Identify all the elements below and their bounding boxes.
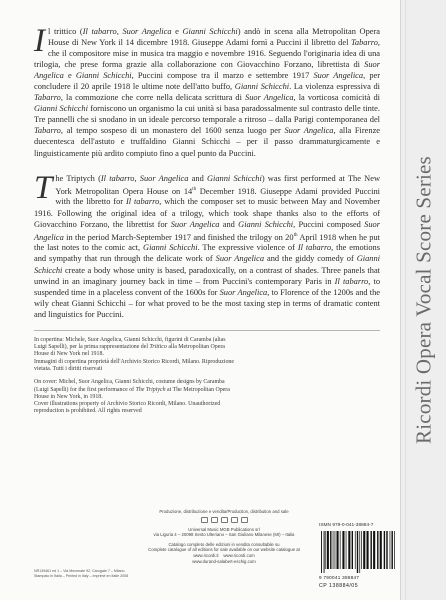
credits-english [34, 379, 239, 415]
footer-area [34, 509, 380, 591]
title-run: Suor Angelica [170, 219, 220, 229]
text-run: at The Metropolitan Opera House in New York, in 1918. [34, 386, 230, 400]
text-run: . La violenza espressiva di [289, 82, 380, 92]
barcode-bar [371, 531, 372, 569]
barcode-bar [321, 531, 322, 573]
title-run: Il tabarro, Suor Angelica [82, 27, 172, 36]
logo-mark-icon [241, 517, 248, 523]
barcode-bar [377, 531, 378, 569]
text-run: April 1918 when he put the last notes to the comic act, [34, 232, 380, 253]
text-run: , che il compositore mise in musica tra maggio e novembre 1916. Seguendo l'originaria idea di una trilogia, che prese forma grazie alla collaborazione con Giovacchino Forzano, librettista di [34, 38, 380, 70]
barcode-bar [357, 531, 358, 573]
fine-print-line: NR139461 ed 1 – Via Mecenate 92, Carugate 7 – Milano [34, 569, 125, 573]
section-divider [34, 330, 380, 331]
publisher-logos [134, 517, 314, 523]
ordinal-suffix: th [192, 186, 197, 192]
barcode-bar [342, 531, 344, 569]
text-run: December 1918. Giuseppe Adami provided Puccini with the libretto for [55, 186, 380, 207]
barcode-digits: 9 790041 388847 [319, 575, 360, 580]
title-run: The Triptych [135, 386, 166, 393]
title-run: Il tabarro [297, 243, 332, 253]
barcode-bar [359, 531, 360, 573]
barcode-bar [330, 531, 331, 569]
title-run: Tabarro [34, 126, 61, 136]
paragraph-gap [34, 159, 380, 173]
text-run: ) andò in scena alla Metropolitan Opera House di New York il 14 dicembre 1918. Giuseppe Adami fornì a Puccini il libretto del [48, 27, 380, 48]
main-text-column [34, 23, 381, 416]
series-band [400, 0, 446, 600]
cover-credits [34, 337, 239, 416]
title-run: Suor Angelica [245, 93, 294, 103]
logo-mark-icon [211, 517, 218, 523]
text-run: , which the composer set to music between May and November 1916. Following the original idea of a trilogy, which took shape thanks also to the efforts of Giovacchino Forzano, the librettist for [34, 197, 381, 229]
text-run: . The expressive violence of [197, 243, 298, 253]
imprint-line: Catalogo completo delle edizioni in vendita consultabile su [168, 541, 280, 547]
title-run: Gianni Schicchi [206, 173, 262, 183]
text-run: Cover illustrations property of Archivio Storico Ricordi, Milano. Unauthorized reproduction is prohibited. All rights reserved [34, 401, 221, 415]
title-run: Gianni Schicchi [234, 82, 290, 92]
text-run: In copertina: Michele, Suor Angelica, Gianni Schicchi, figurini di Caramba (alias Luigi Sapelli), per la prima rappresentazione del [34, 336, 226, 351]
text-run: , Puccini compose tra il marzo e settembre 1917 [131, 71, 314, 81]
publisher-imprint [134, 509, 314, 564]
text-run: he Triptych ( [55, 173, 101, 183]
text-run: ) was first performed at The New York Metropolitan Opera House on 14 [55, 173, 380, 196]
barcode-bar [392, 531, 393, 569]
barcode-bar [348, 531, 350, 569]
italian-drop-cap: I [34, 23, 45, 59]
barcode-bar [363, 531, 365, 569]
catalog-code: CP 138884/05 [319, 583, 359, 589]
ricordi-com-link[interactable]: www.ricordi.com [223, 552, 255, 558]
barcode-icon [319, 531, 404, 573]
english-drop-cap: T [34, 169, 53, 206]
barcode-bar [327, 531, 329, 569]
credits-italian [34, 337, 239, 373]
text-run: in the period March-September 1917 and finished the trilogy on 20 [63, 232, 294, 242]
durand-link[interactable]: www.durand-salabert-eschig.com [192, 558, 256, 564]
title-run: Gianni Schicchi [143, 243, 198, 253]
title-run: Gianni Schicchi [75, 71, 132, 81]
text-run: Immagini di copertina proprietà dell'Archivio Storico Ricordi, Milano. Riproduzione vietata. Tutti i diritti riservati [34, 358, 234, 372]
text-run: , al tempo sospeso di un monastero del 1600 senza luogo per [60, 126, 285, 136]
barcode-bar [390, 531, 391, 569]
printer-fine-print [34, 569, 164, 578]
title-run: Suor Angelica [34, 60, 380, 81]
barcode-bar [340, 531, 341, 569]
title-run: Suor Angelica [34, 219, 380, 242]
title-run: Suor Angelica [313, 71, 364, 81]
barcode-bar [355, 531, 356, 569]
title-run: Tabarro [351, 38, 378, 48]
title-run: Gianni Schicchi [182, 27, 238, 36]
band-edge-line [405, 0, 406, 600]
barcode-bars [319, 531, 404, 573]
barcode-bar [373, 531, 375, 569]
text-run: , la vorticosa comicità di [293, 93, 381, 103]
text-run: forniscono un organismo la cui unità si basa paradossalmente sul contrasto delle tinte. Tre pannelli che si snodano in un ideale percorso temporale a ritroso – dalla Parigi contemporanea del [34, 104, 380, 125]
title-run: Gianni Schicchi [34, 254, 380, 275]
barcode-bar [361, 531, 362, 569]
imprint-line: via Liguria 4 – 20098 Sesto Ulteriano – San Giuliano Milanese (MI) – Italia [153, 532, 295, 538]
title-run: Suor Angelica [215, 254, 265, 264]
barcode-bar [333, 531, 334, 569]
barcode-bar [335, 531, 336, 569]
title-run: Suor Angelica [219, 287, 268, 297]
isbn-number: ISMN 979-0-041-38884-7 [319, 523, 374, 528]
title-run: Trittico [149, 344, 167, 351]
title-run: Il tabarro [125, 197, 160, 207]
italian-paragraph [34, 23, 381, 159]
imprint-line: Produzione, distribuzione e vendita/Production, distribution and sale [159, 509, 289, 514]
text-run: , la commozione che corre nella delicata scrittura di [60, 93, 246, 103]
logo-mark-icon [201, 517, 208, 523]
english-paragraph [34, 169, 381, 320]
barcode-bar [352, 531, 353, 569]
title-run: Gianni Schicchi [238, 219, 294, 229]
title-run: Gianni Schicchi [34, 104, 88, 114]
title-run: Il tabarro [334, 276, 369, 286]
barcode-bar [337, 531, 339, 569]
text-run: , the emotions and sympathy that run through the delicate work of [34, 243, 381, 264]
barcode-bar [346, 531, 347, 569]
text-run: , alla Firenze duecentesca dell'astuto e truffaldino Gianni Schicchi – per il passo drammaturgicamente e linguisticamente più ardito compiuto fino a quel punto da Puccini. [34, 126, 380, 158]
logo-mark-icon [221, 517, 228, 523]
text-run: alla Metropolitan Opera House di New York nel 1918. [34, 344, 225, 358]
text-run: and [219, 219, 239, 229]
barcode-bar [325, 531, 326, 569]
text-run: e [171, 27, 183, 36]
ricordi-it-link[interactable]: www.ricordi.it [193, 552, 219, 558]
text-run: and the giddy comedy of [264, 254, 357, 264]
barcode-bar [324, 531, 325, 573]
logo-mark-icon [231, 517, 238, 523]
fine-print-line: Stampato in Italia – Printed in Italy – Imprimé en Italie 2008 [34, 573, 129, 578]
text-run: e [63, 71, 76, 81]
series-title: Ricordi Opera Vocal Score Series [411, 156, 435, 444]
text-run: , Puccini composed [293, 219, 365, 229]
text-run: , to Florence of the 1200s and the wily cheat Gianni Schicchi – for what proved to be the most taxing step in terms of dramatic content and linguistics for Puccini. [34, 287, 380, 319]
imprint-line: Complete catalogue of all editions for sale available on our website catalogue at [148, 547, 300, 553]
title-run: Il tabarro, Suor Angelica [100, 173, 189, 183]
imprint-line: Universal Music MGB Publications srl [188, 526, 260, 532]
text-run: l trittico ( [48, 27, 83, 36]
ordinal-suffix: th [293, 232, 298, 238]
barcode-bar [367, 531, 369, 569]
text-run: create a body whose unity is based, paradoxically, on a contrast of shades. Three panels that unwind in an imaginary journey back in time – from Puccini's contemporary Paris in [34, 265, 380, 286]
text-run: , per concludere il 20 aprile 1918 le ultime note dell'atto buffo, [34, 71, 381, 92]
barcode-bar [394, 531, 395, 569]
barcode-bar [384, 531, 385, 569]
title-run: Tabarro [34, 93, 61, 103]
text-run: On cover: Michel, Suor Angelica, Gianni Schicchi, costume designs by Caramba (Luigi Sapelli) for the first performance of [34, 379, 225, 393]
text-run: and [188, 173, 207, 183]
barcode-bar [386, 531, 387, 569]
barcode-bar [380, 531, 382, 569]
title-run: Suor Angelica [284, 126, 334, 136]
text-run: , to suspended time in a placeless convent of the 1600s for [34, 276, 381, 297]
